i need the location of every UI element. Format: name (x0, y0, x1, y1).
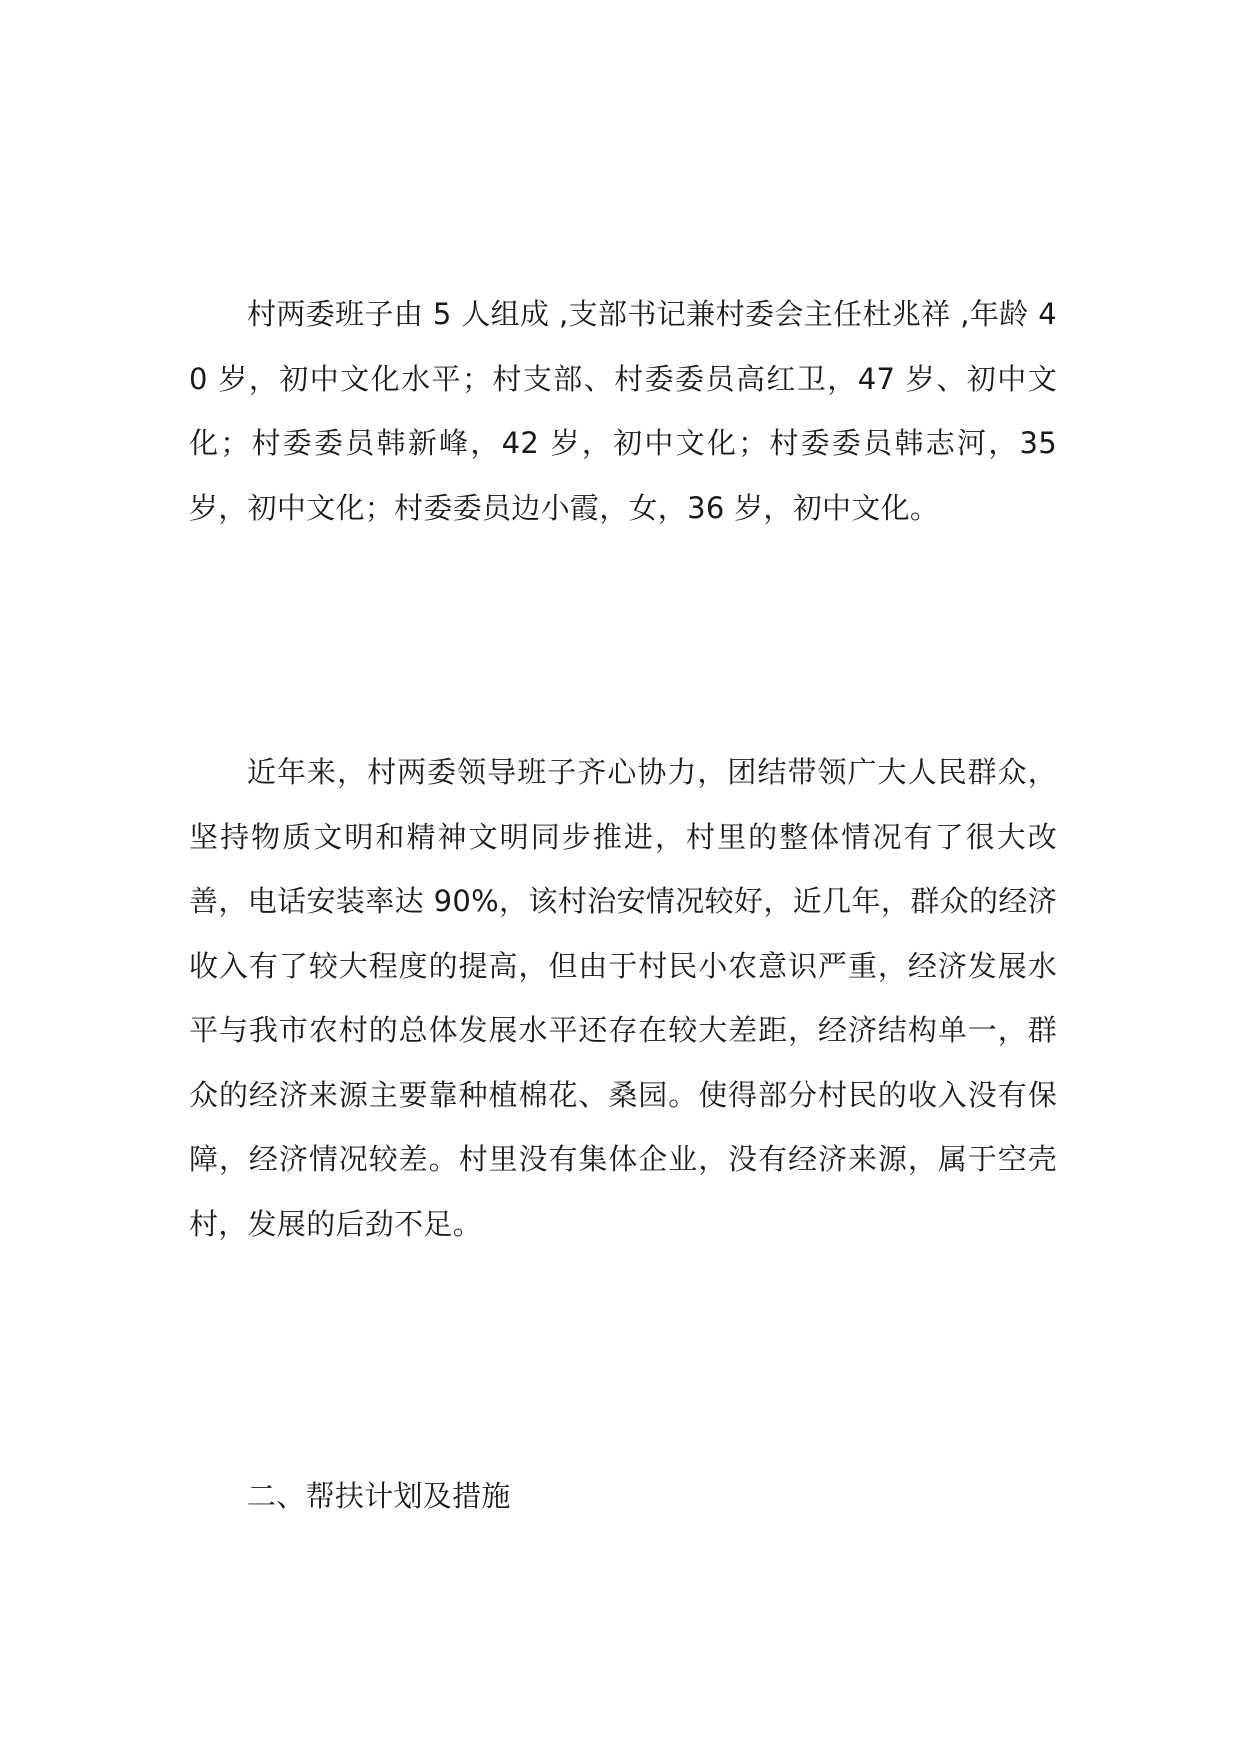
paragraph-village-situation: 近年来，村两委领导班子齐心协力，团结带领广大人民群众，坚持物质文明和精神文明同步推进，村里的整体情况有了很大改善，电话安装率达 90%，该村治安情况较好，近几年，群众的经济收入有了较大程度的提高，但由于村民小农意识严重，经济发展水平与我市农村的总体发展水平还存在较大差距，经济结构单一，群众的经济来源主要靠种植棉花、桑园。使得部分村民的收入没有保障，经济情况较差。村里没有集体企业，没有经济来源，属于空壳村，发展的后劲不足。 (189, 755, 1057, 1241)
paragraph-village-committee-members: 村两委班子由 5 人组成 ,支部书记兼村委会主任杜兆祥 ,年龄 40 岁，初中文化水平；村支部、村委委员高红卫，47 岁、初中文化；村委委员韩新峰，42 岁，初中文化；村委委员韩志河，35 岁，初中文化；村委委员边小霞，女，36 岁，初中文化。 (189, 297, 1057, 525)
section-heading-assistance-plan: 二、帮扶计划及措施 (247, 1479, 511, 1513)
